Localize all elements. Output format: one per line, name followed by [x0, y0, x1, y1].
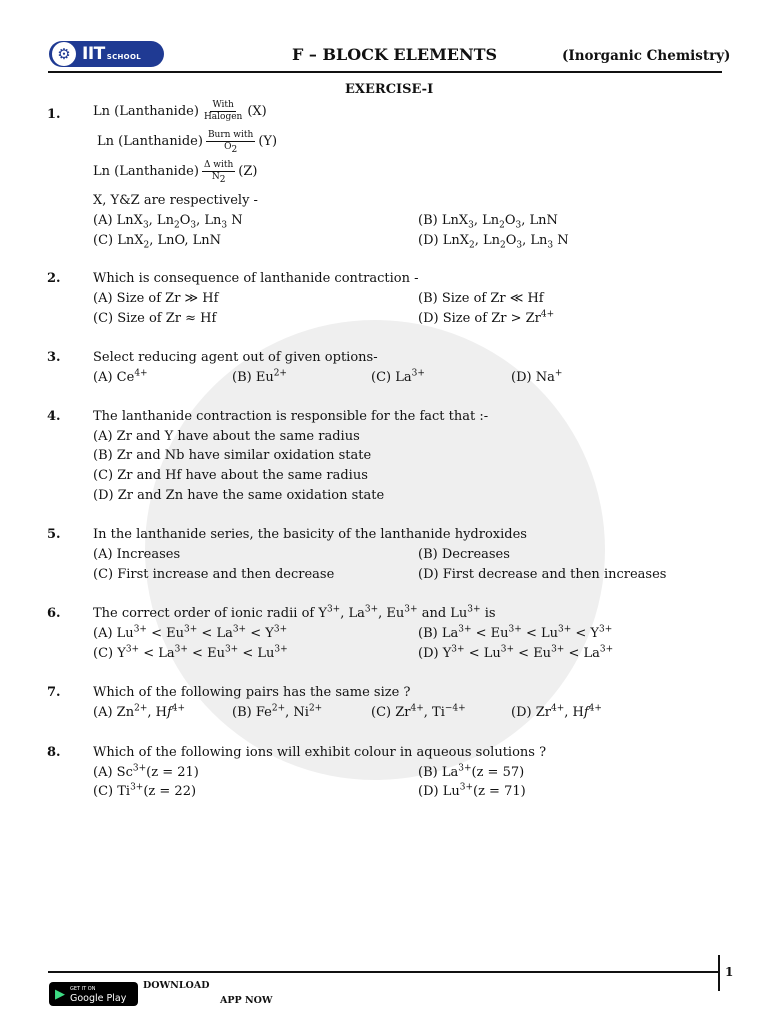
question-stem: In the lanthanide series, the basicity of the lanthanide hydroxides — [93, 527, 527, 542]
option-a: (A) $Ce^{4+}$ — [93, 368, 148, 385]
question-stem: The correct order of ionic radii of $Y^{3+}$, $La^{3+}$, $Eu^{3+}$ and $Lu^{3+}$ is — [93, 604, 496, 621]
question-number: 6. — [47, 606, 61, 621]
option-d: (D) $Zr^{4+}$, $Hf^{4+}$ — [511, 703, 602, 720]
option-b: (B) Size of Zr ≪ Hf — [418, 291, 544, 306]
option-a: (A) LnX$_3$, $Ln_2O_3$, $Ln_3$ N — [93, 213, 243, 231]
option-d: (D) LnX$_2$, $Ln_2O_3$, $Ln_3$ N — [418, 233, 569, 251]
footer-divider — [48, 971, 718, 973]
option-a: (A) $Lu^{3+} < Eu^{3+} < La^{3+} < Y^{3+}$ — [93, 624, 288, 641]
option-a: (A) $Sc^{3+}(z = 21)$ — [93, 763, 199, 780]
option-d: (D) Na+ — [511, 368, 563, 385]
logo-brand: IIT — [82, 44, 105, 64]
option-d: (D) $Y^{3+} < Lu^{3+} < Eu^{3+} < La^{3+}$ — [418, 644, 614, 661]
option-a: (A) $Zn^{2+}$, $Hf^{4+}$ — [93, 703, 186, 720]
option-c: (C) $Y^{3+} < La^{3+} < Eu^{3+} < Lu^{3+}$ — [93, 644, 288, 661]
option-c: (C) $Zr^{4+}$, $Ti^{-4+}$ — [371, 703, 466, 720]
iit-school-logo — [49, 41, 164, 67]
app-now-label: APP NOW — [220, 995, 273, 1006]
question-number: 3. — [47, 350, 61, 365]
question-number: 7. — [47, 685, 61, 700]
question-number: 5. — [47, 527, 61, 542]
question-stem: Which is consequence of lanthanide contraction - — [93, 271, 419, 286]
option-b: (B) $Fe^{2+}$, $Ni^{2+}$ — [232, 703, 323, 720]
option-c: (C) Size of Zr ≈ Hf — [93, 311, 217, 326]
reaction-y: Ln (Lanthanide) $\frac{\text{Burn with}}{O_2}$ (Y) — [97, 130, 278, 155]
question-number: 8. — [47, 745, 61, 760]
option-b: (B) $La^{3+} < Eu^{3+} < Lu^{3+} < Y^{3+}$ — [418, 624, 613, 641]
page-title: F – BLOCK ELEMENTS — [292, 45, 498, 64]
question-stem: X, Y&Z are respectively - — [93, 193, 258, 208]
subject-label: (Inorganic Chemistry) — [562, 48, 731, 64]
option-c: (C) $La^{3+}$ — [371, 368, 425, 385]
option-d: (D) First decrease and then increases — [418, 567, 667, 582]
option-a: (A) Size of Zr ≫ Hf — [93, 291, 219, 306]
gear-logo-icon: ⚙ — [52, 42, 76, 66]
question-stem: Which of the following ions will exhibit colour in aqueous solutions ? — [93, 745, 547, 760]
header-divider — [48, 71, 722, 73]
question-stem: Which of the following pairs has the same size ? — [93, 685, 411, 700]
question-number: 4. — [47, 409, 61, 424]
question-stem: Select reducing agent out of given options- — [93, 350, 378, 365]
reaction-z: Ln (Lanthanide) $\frac{\text{Δ with}}{N_2}$ (Z) — [93, 160, 258, 185]
question-number: 1. — [47, 107, 61, 122]
google-play-badge[interactable] — [49, 982, 138, 1006]
question-number: 2. — [47, 271, 61, 286]
download-label: DOWNLOAD — [143, 980, 210, 991]
reaction-x: Ln (Lanthanide) $\frac{\text{With}}{\text{Halogen}}$ (X) — [93, 100, 267, 122]
option-b: (B) $Eu^{2+}$ — [232, 368, 287, 385]
option-b: (B) Decreases — [418, 547, 510, 562]
option-d: (D) Zr and Zn have the same oxidation state — [93, 488, 385, 503]
option-c: (C) $Ti^{3+}(z = 22)$ — [93, 782, 197, 799]
option-a: (A) Increases — [93, 547, 181, 562]
option-c: (C) LnX$_2$, LnO, LnN — [93, 233, 222, 251]
logo-sub: SCHOOL — [106, 53, 141, 61]
option-b: (B) $La^{3+}(z = 57)$ — [418, 763, 525, 780]
option-d: (D) $Lu^{3+}(z = 71)$ — [418, 782, 526, 799]
play-store-icon: ▶ — [55, 986, 65, 1002]
option-b: (B) LnX$_3$, $Ln_2O_3$, LnN — [418, 213, 558, 231]
exercise-title: EXERCISE-I — [345, 82, 434, 97]
question-stem: The lanthanide contraction is responsible for the fact that :- — [93, 409, 489, 424]
footer-vertical-bar — [718, 955, 720, 991]
option-b: (B) Zr and Nb have similar oxidation state — [93, 448, 372, 463]
badge-small-text: GET IT ON — [70, 986, 96, 992]
option-c: (C) Zr and Hf have about the same radius — [93, 468, 368, 483]
option-d: (D) Size of $Zr > Zr^{4+}$ — [418, 309, 555, 326]
option-c: (C) First increase and then decrease — [93, 567, 335, 582]
badge-big-text: Google Play — [70, 993, 127, 1004]
page-number: 1 — [725, 965, 734, 979]
option-a: (A) Zr and Y have about the same radius — [93, 429, 360, 444]
